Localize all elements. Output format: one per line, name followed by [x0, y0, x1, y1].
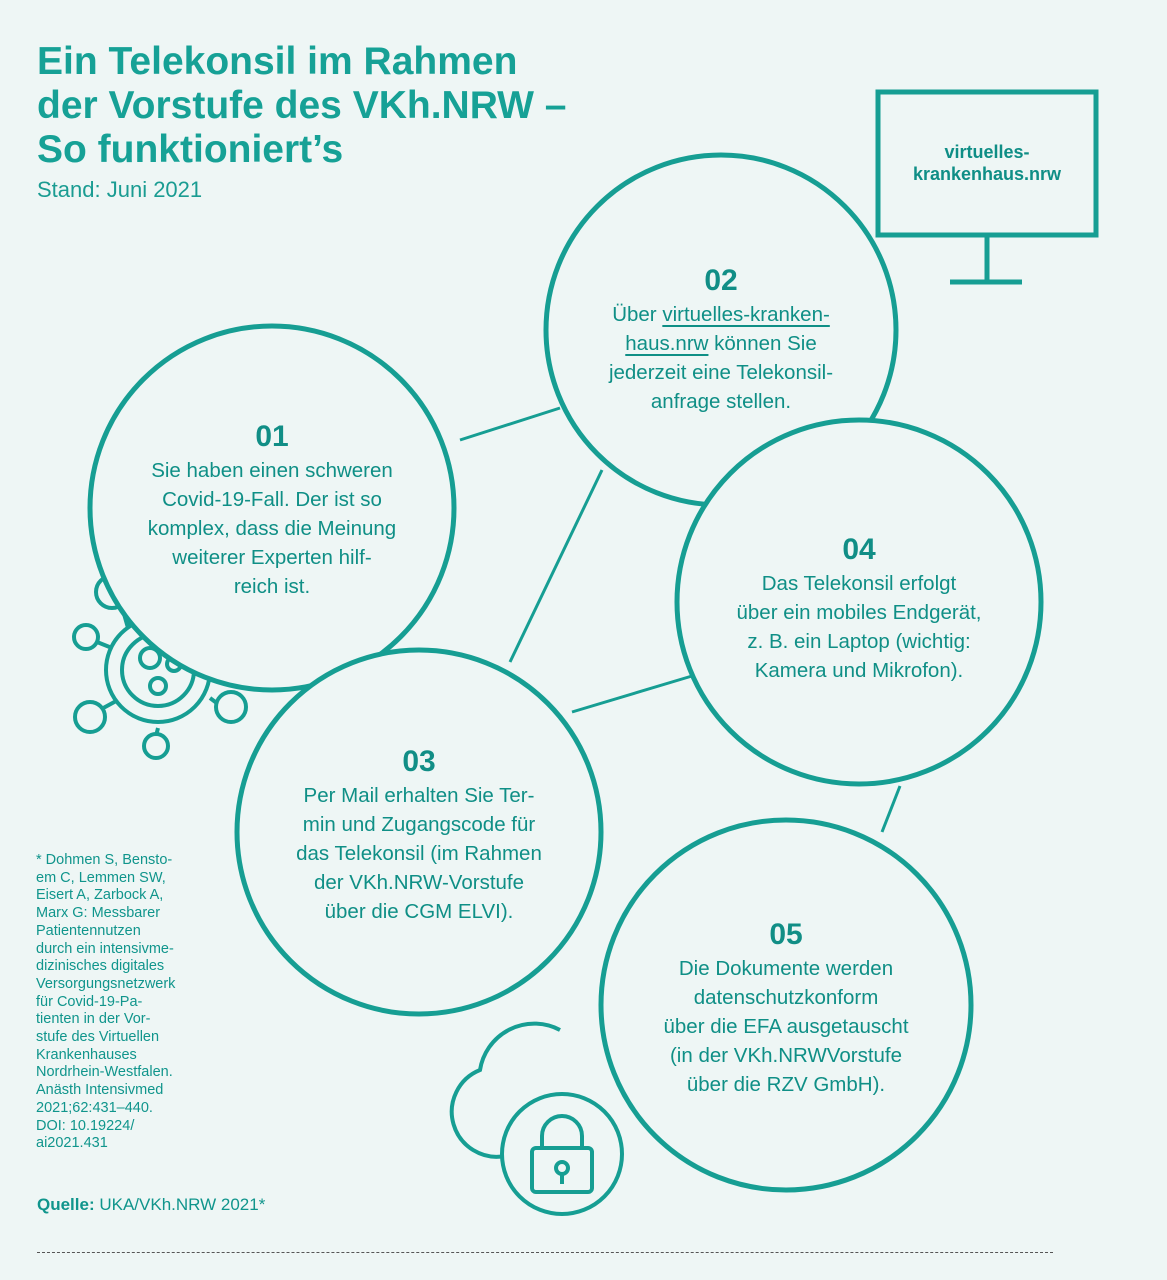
footnote-line: dizinisches digitales [36, 958, 165, 975]
step-text-line: der VKh.NRW-Vorstufe [313, 871, 525, 894]
step-03 [244, 745, 594, 926]
step-number: 05 [769, 918, 803, 951]
footnote-citation [36, 852, 236, 1153]
footnote-line: Eisert A, Zarbock A, [36, 887, 164, 904]
step-04 [684, 533, 1034, 685]
step-text-fragment: können Sie [708, 332, 817, 355]
footnote-line: Marx G: Messbarer [36, 905, 161, 922]
footnote-line: ai2021.431 [36, 1135, 108, 1152]
page-title [37, 40, 567, 172]
step-text-line [561, 329, 881, 358]
step-01 [102, 420, 442, 601]
footnote-line: Versorgungsnetzwerk [36, 975, 176, 992]
step-text-line [561, 300, 881, 329]
step-text-line: Sie haben einen schweren [151, 459, 393, 482]
step-text-line: Kamera und Mikrofon). [754, 659, 964, 682]
title-line: der Vorstufe des VKh.NRW – [37, 84, 567, 127]
footnote-line: 2021;62:431–440. [36, 1099, 153, 1116]
footnote-line: * Dohmen S, Bensto- [36, 852, 173, 868]
step-text-line: das Telekonsil (im Rahmen [296, 842, 542, 865]
footnote-line: Patientennutzen [36, 922, 141, 939]
step-05 [606, 918, 966, 1099]
connector-04-05 [882, 786, 900, 832]
step-number: 04 [842, 533, 876, 566]
step-text-line: datenschutzkonform [693, 986, 879, 1009]
step-text-line: Die Dokumente werden [678, 957, 894, 980]
step-text-fragment: Über [612, 303, 663, 326]
step-text-line: Covid-19-Fall. Der ist so [162, 488, 382, 511]
footnote-line: durch ein intensivme- [36, 940, 174, 957]
step-02 [561, 264, 881, 416]
connector-01-02 [460, 408, 560, 440]
step-number: 01 [255, 420, 289, 453]
step-text-line: z. B. ein Laptop (wichtig: [747, 630, 971, 653]
step-text-line: weiterer Experten hilf- [172, 546, 372, 569]
source-label: Quelle: [37, 1195, 95, 1214]
footnote-line: em C, Lemmen SW, [36, 869, 166, 886]
source-value: UKA/VKh.NRW 2021* [94, 1195, 266, 1214]
stand-date: Stand: Juni 2021 [37, 177, 203, 202]
title-line: So funktioniert’s [37, 128, 344, 171]
step-text-line: reich ist. [233, 575, 311, 598]
cloud-lock-icon [452, 1024, 622, 1214]
step-text-line: komplex, dass die Meinung [147, 517, 397, 540]
footnote-line: DOI: 10.19224/ [36, 1117, 135, 1134]
source-credit [37, 1195, 265, 1215]
step-number: 02 [704, 264, 738, 297]
step-text-line: über die EFA ausgetauscht [663, 1015, 909, 1038]
dashed-divider [37, 1252, 1053, 1253]
footnote-line: tienten in der Vor- [36, 1011, 151, 1028]
monitor-url-text [878, 141, 1096, 185]
step-text-line: (in der VKh.NRWVorstufe [669, 1044, 903, 1067]
website-link[interactable]: virtuelles-kranken- [662, 303, 830, 326]
step-text-line: anfrage stellen. [650, 390, 792, 413]
monitor-url-line: krankenhaus.nrw [912, 164, 1062, 184]
step-text-line: Das Telekonsil erfolgt [761, 572, 957, 595]
footnote-line: stufe des Virtuellen [36, 1029, 160, 1046]
monitor-url-line: virtuelles- [944, 142, 1030, 162]
footnote-line: Nordrhein-Westfalen. [36, 1064, 173, 1081]
monitor-icon [878, 92, 1096, 282]
connector-03-04 [572, 676, 692, 712]
step-text-line: über die RZV GmbH). [686, 1073, 886, 1096]
step-text-line: Per Mail erhalten Sie Ter- [303, 784, 535, 807]
step-text-line: jederzeit eine Telekonsil- [608, 361, 834, 384]
connector-02-03 [510, 470, 602, 662]
footnote-line: Krankenhauses [36, 1046, 137, 1063]
step-text-line: über ein mobiles Endgerät, [736, 601, 982, 624]
footnote-line: für Covid-19-Pa- [36, 993, 143, 1010]
step-number: 03 [402, 745, 436, 778]
step-text-line: min und Zugangscode für [302, 813, 536, 836]
step-text-line: über die CGM ELVI). [324, 900, 514, 923]
website-link[interactable]: haus.nrw [625, 332, 709, 355]
title-line: Ein Telekonsil im Rahmen [37, 40, 518, 83]
footnote-line: Anästh Intensivmed [36, 1082, 164, 1099]
